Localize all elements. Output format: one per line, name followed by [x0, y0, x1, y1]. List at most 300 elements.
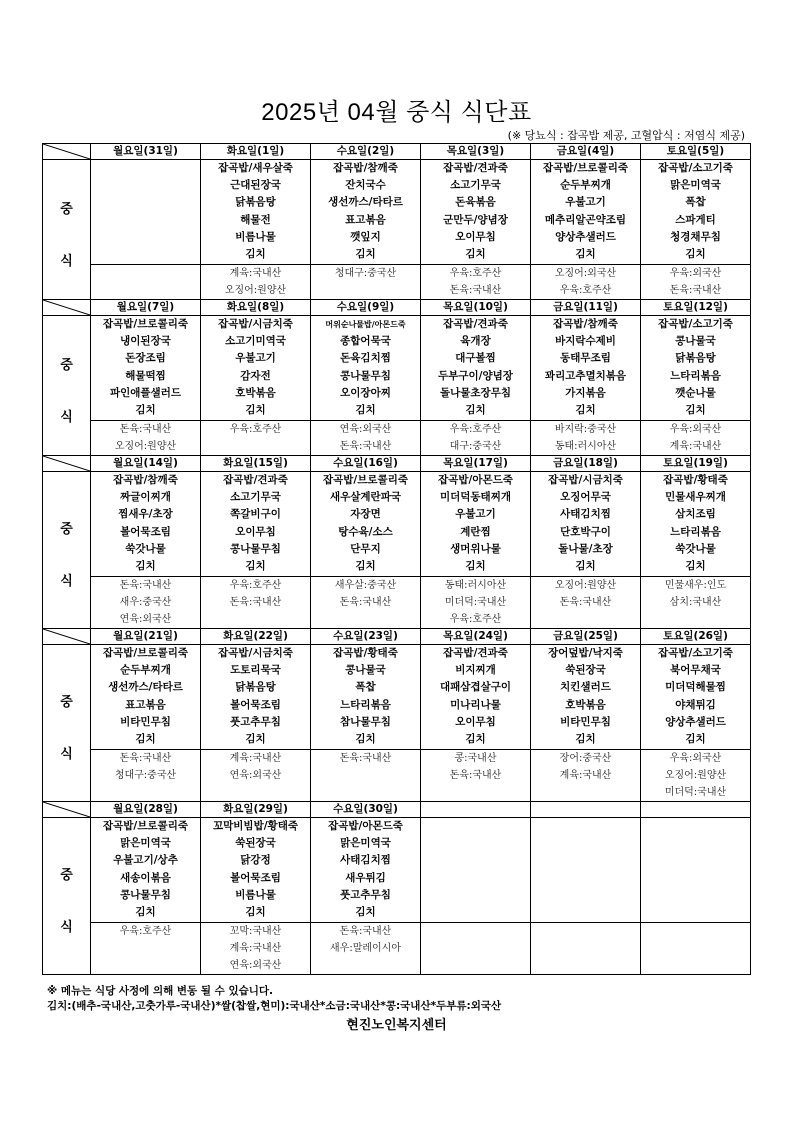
dish-item: 김치 — [245, 732, 266, 745]
dish-item: 비타민무침 — [120, 715, 171, 728]
day-dishes — [421, 472, 531, 577]
dish-item: 가지볶음 — [565, 386, 606, 399]
day-dishes — [311, 645, 421, 750]
origin-note: 김치:(배추-국내산,고춧가루-국내산)*쌀(찹쌀,현미):국내산*소금:국내산*콩:국내산*두부류:외국산 — [47, 1000, 502, 1012]
dish-item: 돌나물/초장 — [558, 542, 613, 555]
meal-label-char: 식 — [60, 920, 73, 936]
day-header: 월요일(7일) — [91, 300, 201, 316]
meal-label-char: 중 — [60, 522, 73, 538]
day-header: 토요일(26일) — [641, 629, 751, 645]
day-header: 월요일(21일) — [91, 629, 201, 645]
dish-item: 잡곡밥/브로콜리죽 — [103, 318, 188, 330]
origin-item: 계육:국내산 — [559, 770, 612, 781]
dish-item: 표고볶음 — [345, 213, 386, 226]
dish-item: 김치 — [245, 247, 266, 260]
dish-item: 콩나물무침 — [230, 542, 281, 555]
day-header: 토요일(12일) — [641, 300, 751, 316]
day-origins — [201, 421, 311, 456]
origin-item: 새우:중국산 — [119, 597, 172, 608]
dish-item: 미더덕동태찌개 — [439, 491, 511, 504]
dish-item: 민물새우찌개 — [665, 491, 726, 504]
dish-item: 닭볶음탕 — [675, 352, 716, 365]
dish-item: 꽈리고추멸치볶음 — [544, 369, 627, 382]
dish-item: 삼치조림 — [675, 508, 716, 521]
dish-item: 잡곡밥/브로콜리죽 — [103, 647, 188, 659]
dish-item: 짜글이찌개 — [120, 491, 171, 504]
dish-item: 머위순나물밥/아몬드죽 — [325, 320, 406, 329]
dish-item: 오징어무국 — [560, 491, 611, 504]
day-header: 수요일(30일) — [311, 802, 421, 818]
origin-item: 오징어:원양산 — [114, 441, 177, 452]
dish-item: 김치 — [135, 732, 156, 745]
day-origins — [201, 265, 311, 300]
day-header: 화요일(29일) — [201, 802, 311, 818]
day-dishes — [641, 472, 751, 577]
day-origins — [531, 923, 641, 975]
dish-item: 김치 — [465, 247, 486, 260]
day-header: 수요일(23일) — [311, 629, 421, 645]
dish-item: 스파게티 — [675, 213, 716, 226]
origin-item: 바지락:중국산 — [554, 424, 617, 435]
week-header-row — [43, 629, 751, 645]
day-origins — [421, 421, 531, 456]
origin-item: 대구:중국산 — [449, 441, 502, 452]
week-header-row — [43, 300, 751, 316]
diet-note: (※ 당뇨식 : 잡곡밥 제공, 고혈압식 : 저염식 제공) — [507, 129, 745, 142]
day-dishes — [531, 160, 641, 265]
dish-item: 김치 — [245, 905, 266, 918]
origin-item: 돈육:국내산 — [229, 597, 282, 608]
origin-item: 새우살:중국산 — [334, 580, 397, 591]
day-header: 월요일(31일) — [91, 144, 201, 160]
dish-item: 콩나물무침 — [120, 888, 171, 901]
dish-item: 김치 — [355, 403, 376, 416]
dish-item: 청경채무침 — [670, 230, 721, 243]
dish-item: 느타리볶음 — [670, 369, 721, 382]
dish-item: 돈육볶음 — [455, 196, 496, 209]
day-dishes — [531, 645, 641, 750]
origin-item: 오징어:원양산 — [224, 285, 287, 296]
menu-table — [42, 143, 751, 975]
dish-item: 풋고추무침 — [340, 888, 391, 901]
day-origins — [531, 577, 641, 629]
day-header — [421, 802, 531, 818]
origin-item: 청대구:중국산 — [114, 770, 177, 781]
day-dishes — [201, 472, 311, 577]
day-origins — [531, 750, 641, 802]
day-dishes — [641, 645, 751, 750]
week-header-row — [43, 456, 751, 472]
origin-item: 동태:러시아산 — [444, 580, 507, 591]
dish-item: 우불고기 — [235, 352, 276, 365]
dish-item: 잡곡밥/시금치죽 — [218, 647, 293, 659]
day-origins — [641, 265, 751, 300]
meal-label-char: 중 — [60, 868, 73, 884]
day-origins — [641, 577, 751, 629]
origin-item: 돈육:국내산 — [559, 597, 612, 608]
dish-item: 닭볶음탕 — [235, 681, 276, 694]
dish-item: 맑은미역국 — [340, 837, 391, 850]
day-dishes — [91, 645, 201, 750]
origin-item: 돈육:국내산 — [339, 597, 392, 608]
day-dishes — [641, 160, 751, 265]
meal-label-char: 중 — [60, 201, 73, 217]
dish-item: 풋고추무침 — [230, 715, 281, 728]
dish-item: 돌나물초장무침 — [439, 386, 511, 399]
day-header: 화요일(15일) — [201, 456, 311, 472]
origin-item: 돈육:국내산 — [339, 753, 392, 764]
dish-item: 양상추샐러드 — [665, 715, 726, 728]
day-header: 금요일(11일) — [531, 300, 641, 316]
day-header: 토요일(19일) — [641, 456, 751, 472]
day-header: 월요일(28일) — [91, 802, 201, 818]
corner-cell — [43, 300, 91, 316]
dish-item: 두부구이/양념장 — [438, 369, 513, 382]
dish-item: 메추리알곤약조림 — [544, 213, 627, 226]
day-origins — [201, 750, 311, 802]
dishes-row — [43, 645, 751, 750]
dish-item: 근대된장국 — [230, 179, 281, 192]
day-dishes — [421, 645, 531, 750]
origin-item: 우육:호주산 — [559, 285, 612, 296]
dish-item: 생머위나물 — [450, 542, 501, 555]
origin-item: 돈육:국내산 — [119, 580, 172, 591]
dish-item: 폭찹 — [355, 681, 376, 694]
origin-item: 돈육:국내산 — [339, 926, 392, 937]
dish-item: 김치 — [135, 403, 156, 416]
dish-item: 비타민무침 — [560, 715, 611, 728]
origin-item: 우육:외국산 — [669, 753, 722, 764]
day-dishes — [91, 472, 201, 577]
dish-item: 비름나물 — [235, 230, 276, 243]
week-header-row — [43, 802, 751, 818]
origin-item: 우육:호주산 — [119, 926, 172, 937]
day-dishes — [531, 818, 641, 923]
origin-item: 돈육:국내산 — [669, 285, 722, 296]
dish-item: 돈육김치찜 — [340, 352, 391, 365]
week-header-row — [43, 144, 751, 160]
dish-item: 잡곡밥/시금치죽 — [548, 474, 623, 486]
dish-item: 닭강정 — [240, 854, 271, 867]
day-header: 목요일(17일) — [421, 456, 531, 472]
day-origins — [421, 750, 531, 802]
dishes-row — [43, 818, 751, 923]
day-dishes — [421, 160, 531, 265]
dish-item: 동태무조림 — [560, 352, 611, 365]
origin-item: 계육:국내산 — [669, 441, 722, 452]
dish-item: 잡곡밥/소고기죽 — [658, 162, 733, 174]
origins-row — [43, 421, 751, 456]
origin-item: 돈육:국내산 — [449, 285, 502, 296]
day-header — [531, 802, 641, 818]
dish-item: 장어덮밥/낙지죽 — [548, 647, 623, 659]
day-origins — [641, 750, 751, 802]
menu-change-note: ※ 메뉴는 식당 사정에 의해 변동 될 수 있습니다. — [47, 985, 274, 997]
dish-item: 김치 — [685, 247, 706, 260]
dish-item: 소고기무국 — [450, 179, 501, 192]
dish-item: 쑥된장국 — [565, 664, 606, 677]
dish-item: 도토리묵국 — [230, 664, 281, 677]
day-dishes — [311, 316, 421, 421]
dish-item: 냉이된장국 — [120, 335, 171, 348]
dish-item: 대구볼찜 — [455, 352, 496, 365]
dish-item: 김치 — [685, 559, 706, 572]
dish-item: 잡곡밥/참깨죽 — [333, 162, 398, 174]
meal-label-char: 중 — [60, 357, 73, 373]
dish-item: 새송이볶음 — [120, 871, 171, 884]
dish-item: 김치 — [575, 559, 596, 572]
dish-item: 잡곡밥/견과죽 — [443, 647, 508, 659]
dish-item: 김치 — [355, 559, 376, 572]
day-header: 목요일(3일) — [421, 144, 531, 160]
day-origins — [91, 923, 201, 975]
dish-item: 새우튀김 — [345, 871, 386, 884]
origin-item: 연육:외국산 — [119, 614, 172, 625]
dish-item: 파인애플샐러드 — [109, 386, 181, 399]
meal-label-char: 식 — [60, 253, 73, 269]
origins-row — [43, 577, 751, 629]
day-origins — [641, 421, 751, 456]
origin-item: 계육:국내산 — [229, 943, 282, 954]
dish-item: 잡곡밥/견과죽 — [443, 162, 508, 174]
origin-item: 돈육:국내산 — [119, 424, 172, 435]
dish-item: 순두부찌개 — [120, 664, 171, 677]
corner-cell — [43, 629, 91, 645]
dish-item: 사태김치찜 — [340, 854, 391, 867]
dish-item: 순두부찌개 — [560, 179, 611, 192]
dish-item: 김치 — [465, 559, 486, 572]
dish-item: 김치 — [465, 403, 486, 416]
day-dishes — [421, 818, 531, 923]
dish-item: 잡곡밥/소고기죽 — [658, 647, 733, 659]
origin-item: 장어:중국산 — [559, 753, 612, 764]
origin-item: 미더덕:국내산 — [664, 787, 727, 798]
dishes-row — [43, 316, 751, 421]
origin-item: 연육:외국산 — [229, 960, 282, 971]
origin-item: 우육:외국산 — [669, 268, 722, 279]
dish-item: 잔치국수 — [345, 179, 386, 192]
dish-item: 오이무침 — [455, 715, 496, 728]
dish-item: 잡곡밥/황태죽 — [333, 647, 398, 659]
dish-item: 미나리나물 — [450, 698, 501, 711]
origins-row — [43, 923, 751, 975]
day-header: 목요일(10일) — [421, 300, 531, 316]
meal-label-char: 중 — [60, 695, 73, 711]
day-dishes — [311, 472, 421, 577]
dish-item: 잡곡밥/견과죽 — [223, 474, 288, 486]
day-origins — [91, 750, 201, 802]
dish-item: 참나물무침 — [340, 715, 391, 728]
day-dishes — [641, 818, 751, 923]
day-header: 월요일(14일) — [91, 456, 201, 472]
dish-item: 폭찹 — [685, 196, 706, 209]
origin-item: 우육:호주산 — [449, 614, 502, 625]
dish-item: 미더덕해물찜 — [665, 681, 726, 694]
dish-item: 잡곡밥/참깨죽 — [113, 474, 178, 486]
dish-item: 감자전 — [240, 369, 271, 382]
day-header: 금요일(18일) — [531, 456, 641, 472]
dish-item: 김치 — [135, 905, 156, 918]
dishes-row — [43, 160, 751, 265]
dishes-row — [43, 472, 751, 577]
dish-item: 김치 — [245, 559, 266, 572]
dish-item: 김치 — [465, 732, 486, 745]
dish-item: 찜새우/초장 — [118, 508, 173, 521]
dish-item: 잡곡밥/시금치죽 — [218, 318, 293, 330]
day-header: 금요일(25일) — [531, 629, 641, 645]
origin-item: 돈육:국내산 — [449, 770, 502, 781]
day-origins — [91, 421, 201, 456]
dish-item: 느타리볶음 — [670, 525, 721, 538]
day-origins — [311, 265, 421, 300]
dish-item: 잡곡밥/새우살죽 — [218, 162, 293, 174]
day-origins — [311, 923, 421, 975]
meal-label-char: 식 — [60, 574, 73, 590]
dish-item: 깻순나물 — [675, 386, 716, 399]
day-dishes — [421, 316, 531, 421]
dish-item: 김치 — [135, 559, 156, 572]
dish-item: 계란찜 — [460, 525, 491, 538]
origin-item: 연육:외국산 — [229, 770, 282, 781]
day-origins — [421, 265, 531, 300]
origin-item: 우육:호주산 — [229, 580, 282, 591]
dish-item: 김치 — [575, 403, 596, 416]
dish-item: 쑥갓나물 — [125, 542, 166, 555]
dish-item: 김치 — [355, 732, 376, 745]
day-header: 수요일(9일) — [311, 300, 421, 316]
dish-item: 호박볶음 — [565, 698, 606, 711]
dish-item: 콩나물국 — [675, 335, 716, 348]
meal-label-char: 식 — [60, 409, 73, 425]
day-origins — [201, 577, 311, 629]
origin-item: 민물새우:인도 — [664, 580, 727, 591]
dish-item: 김치 — [355, 905, 376, 918]
origin-item: 계육:국내산 — [229, 753, 282, 764]
dish-item: 콩나물무침 — [340, 369, 391, 382]
dish-item: 잡곡밥/브로콜리죽 — [103, 820, 188, 832]
day-origins — [641, 923, 751, 975]
dish-item: 잡곡밥/소고기죽 — [658, 318, 733, 330]
dish-item: 쑥갓나물 — [675, 542, 716, 555]
origin-item: 삼치:국내산 — [669, 597, 722, 608]
origin-item: 오징어:원양산 — [554, 580, 617, 591]
dish-item: 김치 — [355, 247, 376, 260]
meal-label — [43, 316, 91, 456]
day-origins — [531, 421, 641, 456]
dish-item: 표고볶음 — [125, 698, 166, 711]
origin-item: 연육:외국산 — [339, 424, 392, 435]
dish-item: 김치 — [575, 732, 596, 745]
dish-item: 양상추샐러드 — [555, 230, 616, 243]
dish-item: 오이무침 — [455, 230, 496, 243]
day-header: 수요일(2일) — [311, 144, 421, 160]
day-dishes — [91, 316, 201, 421]
day-dishes — [531, 472, 641, 577]
origin-item: 우육:호주산 — [449, 268, 502, 279]
dish-item: 볼어묵조림 — [230, 698, 281, 711]
center-name: 현진노인복지센터 — [346, 1018, 447, 1033]
dish-item: 우불고기 — [565, 196, 606, 209]
day-origins — [311, 577, 421, 629]
meal-label-char: 식 — [60, 747, 73, 763]
page-title: 2025년 04월 중식 식단표 — [261, 99, 532, 126]
origin-item: 동태:러시아산 — [554, 441, 617, 452]
dish-item: 오이장아찌 — [340, 386, 391, 399]
day-origins — [311, 421, 421, 456]
dish-item: 오이무침 — [235, 525, 276, 538]
day-dishes — [201, 160, 311, 265]
origin-item: 오징어:원양산 — [664, 770, 727, 781]
dish-item: 자장면 — [350, 508, 381, 521]
dish-item: 콩나물국 — [345, 664, 386, 677]
meal-label — [43, 472, 91, 629]
dish-item: 잡곡밥/아몬드죽 — [438, 474, 513, 486]
day-origins — [531, 265, 641, 300]
origins-row — [43, 750, 751, 802]
dish-item: 느타리볶음 — [340, 698, 391, 711]
day-header: 화요일(1일) — [201, 144, 311, 160]
dish-item: 바지락수제비 — [555, 335, 616, 348]
dish-item: 돈장조림 — [125, 352, 166, 365]
dish-item: 해물전 — [240, 213, 271, 226]
dish-item: 꼬막비빔밥/황태죽 — [213, 820, 298, 832]
corner-cell — [43, 456, 91, 472]
meal-label — [43, 818, 91, 975]
origin-item: 콩:국내산 — [454, 753, 497, 764]
dish-item: 김치 — [245, 403, 266, 416]
dish-item: 잡곡밥/브로콜리죽 — [323, 474, 408, 486]
dish-item: 소고기무국 — [230, 491, 281, 504]
dish-item: 치킨샐러드 — [560, 681, 611, 694]
dish-item: 소고기미역국 — [225, 335, 286, 348]
dish-item: 해물떡찜 — [125, 369, 166, 382]
day-header: 목요일(24일) — [421, 629, 531, 645]
dish-item: 볼어묵조림 — [230, 871, 281, 884]
dish-item: 우불고기 — [455, 508, 496, 521]
origins-row — [43, 265, 751, 300]
dish-item: 맑은미역국 — [670, 179, 721, 192]
day-dishes — [201, 818, 311, 923]
day-dishes — [91, 818, 201, 923]
dish-item: 잡곡밥/브로콜리죽 — [543, 162, 628, 174]
dish-item: 생선까스/타타르 — [108, 681, 183, 694]
day-dishes — [311, 818, 421, 923]
corner-cell — [43, 802, 91, 818]
dish-item: 볼어묵조림 — [120, 525, 171, 538]
day-header — [641, 802, 751, 818]
day-dishes — [201, 316, 311, 421]
dish-item: 김치 — [685, 403, 706, 416]
day-dishes — [91, 160, 201, 265]
dish-item: 단무지 — [350, 542, 381, 555]
day-dishes — [201, 645, 311, 750]
origin-item: 우육:호주산 — [229, 424, 282, 435]
dish-item: 김치 — [685, 732, 706, 745]
day-header: 토요일(5일) — [641, 144, 751, 160]
dish-item: 대패삼겹살구이 — [439, 681, 511, 694]
meal-label — [43, 160, 91, 300]
day-header: 수요일(16일) — [311, 456, 421, 472]
day-origins — [201, 923, 311, 975]
dish-item: 탕수육/소스 — [338, 525, 393, 538]
dish-item: 잡곡밥/참깨죽 — [553, 318, 618, 330]
dish-item: 잡곡밥/견과죽 — [443, 318, 508, 330]
origin-item: 청대구:중국산 — [334, 268, 397, 279]
meal-label — [43, 645, 91, 802]
dish-item: 비름나물 — [235, 888, 276, 901]
dish-item: 닭볶음탕 — [235, 196, 276, 209]
dish-item: 호박볶음 — [235, 386, 276, 399]
